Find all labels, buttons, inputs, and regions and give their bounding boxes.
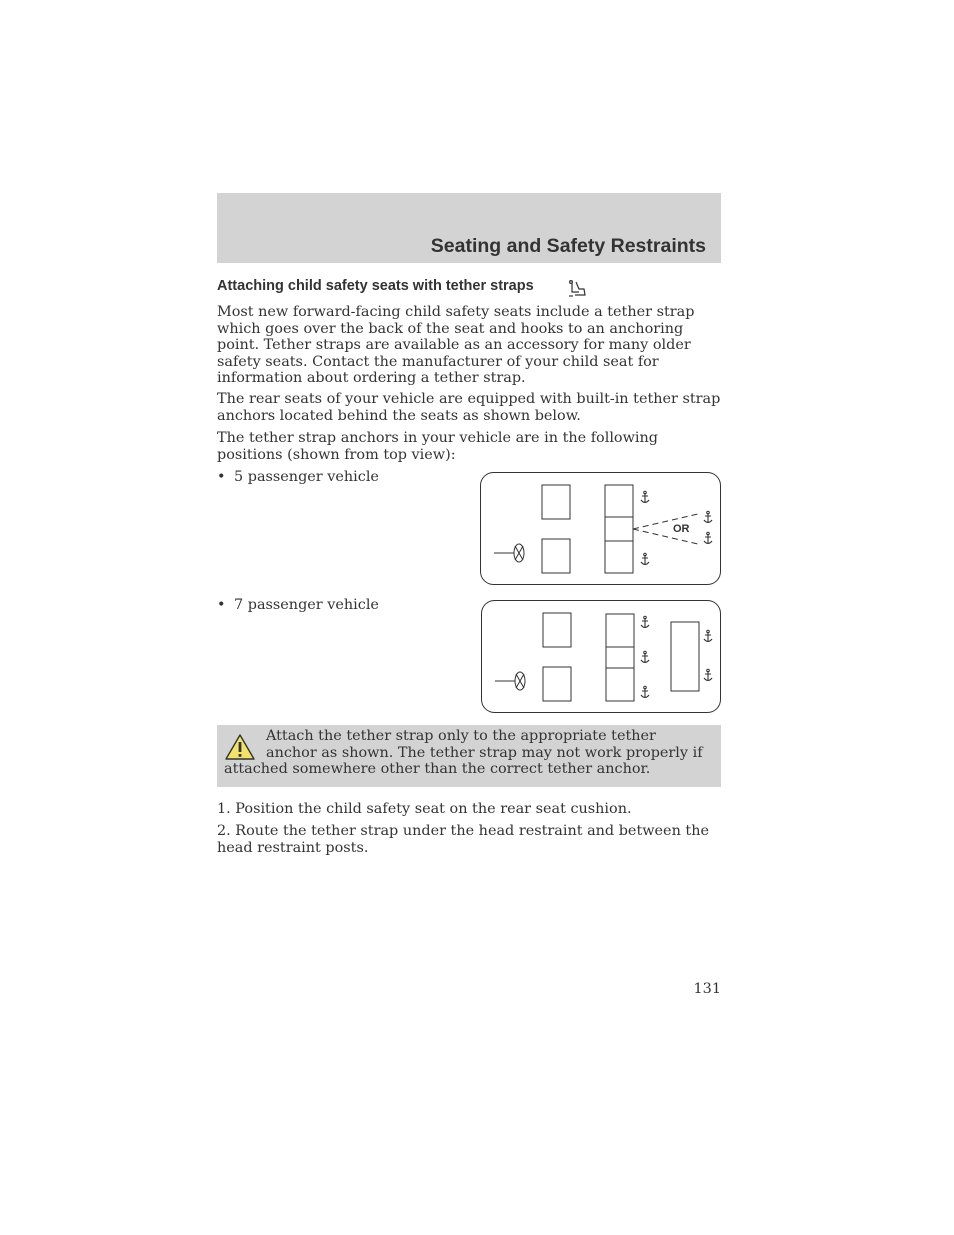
front-seat-right bbox=[542, 539, 570, 573]
bullet-5-passenger bbox=[217, 469, 379, 486]
page-number: 131 bbox=[693, 981, 721, 997]
warning-text: Attach the tether strap only to the appropriate tether anchor as shown. The tether strap may not work properly if attached somewhere other than the correct tether anchor. bbox=[224, 728, 703, 777]
bullet-7-passenger bbox=[217, 597, 379, 614]
step-2: 2. Route the tether strap under the head restraint and between the head restraint posts. bbox=[217, 823, 709, 856]
bullet-label: 7 passenger vehicle bbox=[234, 597, 379, 613]
page-title: Seating and Safety Restraints bbox=[430, 235, 706, 257]
rear-seats-paragraph: The rear seats of your vehicle are equipped with built-in tether strap anchors located behind the seats as shown below. bbox=[217, 391, 721, 424]
front-seat-right bbox=[543, 667, 571, 701]
front-seat-left bbox=[542, 485, 570, 519]
warning-box bbox=[217, 725, 721, 787]
child-seat-icon bbox=[567, 280, 589, 298]
bullet-label: 5 passenger vehicle bbox=[234, 469, 379, 485]
rear-seat-bench bbox=[605, 485, 633, 573]
or-label: OR bbox=[673, 523, 690, 535]
header-band bbox=[217, 193, 721, 263]
third-row-bench bbox=[671, 622, 699, 691]
front-seat-left bbox=[543, 613, 571, 647]
positions-paragraph: The tether strap anchors in your vehicle are in the following positions (shown from top view): bbox=[217, 430, 658, 463]
second-row-bench bbox=[606, 614, 634, 701]
section-heading: Attaching child safety seats with tether straps bbox=[217, 278, 534, 294]
bullet-dot: • bbox=[217, 597, 226, 613]
intro-paragraph: Most new forward-facing child safety seats include a tether strap which goes over the back of the seat and hooks to an anchoring point. Tether straps are available as an accessory for many older safety seats. Contact the manufacturer of your child seat for information about ordering a tether strap. bbox=[217, 304, 695, 386]
bullet-dot: • bbox=[217, 469, 226, 485]
step-1: 1. Position the child safety seat on the rear seat cushion. bbox=[217, 801, 632, 817]
diagram-7-passenger bbox=[481, 600, 723, 714]
diagram-5-passenger bbox=[480, 472, 722, 586]
